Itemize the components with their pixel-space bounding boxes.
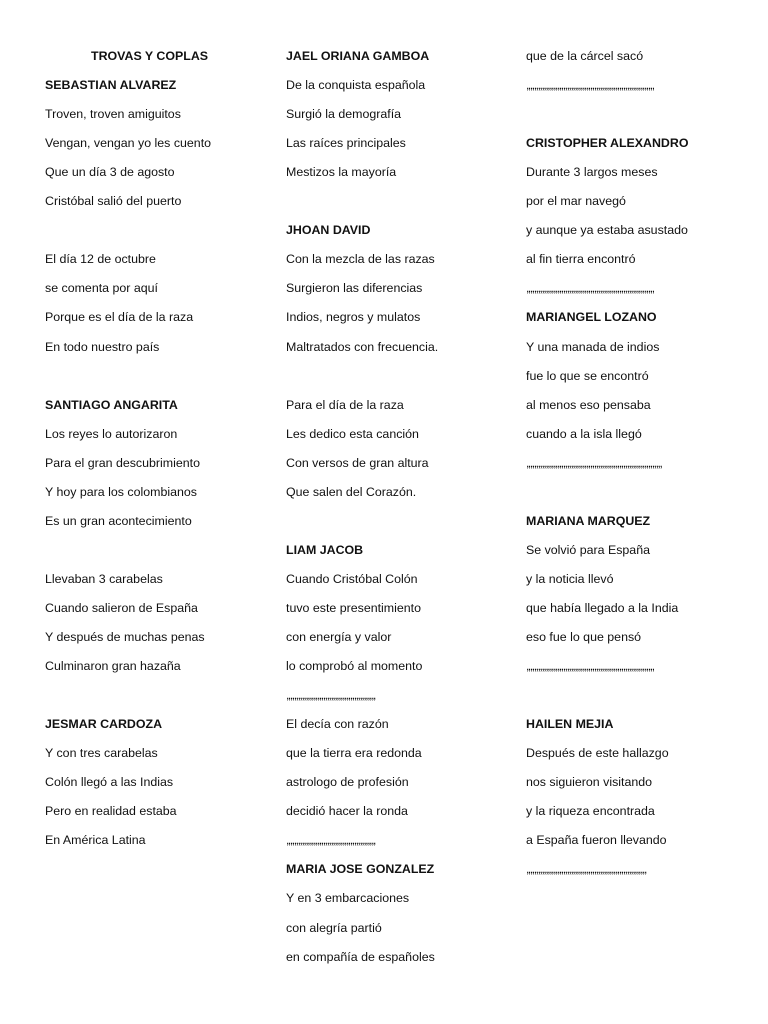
author-name: MARIANGEL LOZANO [526, 310, 657, 325]
verse-line: al fin tierra encontró [526, 252, 636, 267]
verse-line: y aunque ya estaba asustado [526, 223, 688, 238]
separator-line: ,,,,,,,,,,,,,,,,,,,,,,,,,,,,,,,,,,,,,,,,,,,,,,,,,,,,,,,,,,,,,, [526, 862, 646, 877]
verse-line: Para el día de la raza [286, 397, 404, 412]
verse-line: Colón llegó a las Indias [45, 775, 174, 790]
separator-line: ,,,,,,,,,,,,,,,,,,,,,,,,,,,,,,,,,,,,,,,,,,,,,,,,,,,,,,,,,,,,,,,,,,,,,, [526, 455, 662, 470]
verse-line: Surgió la demografía [286, 107, 402, 122]
author-name: LIAM JACOB [286, 542, 364, 557]
verse-line: Y en 3 embarcaciones [286, 891, 410, 906]
separator-line: ,,,,,,,,,,,,,,,,,,,,,,,,,,,,,,,,,,,,,,,,,,,,,, [286, 688, 375, 703]
verse-line: Y con tres carabelas [45, 746, 158, 761]
author-name: JHOAN DAVID [286, 223, 371, 238]
verse-line: Durante 3 largos meses [526, 165, 658, 180]
verse-line: Los reyes lo autorizaron [45, 426, 178, 441]
verse-line: Cristóbal salió del puerto [45, 194, 182, 209]
verse-line: Vengan, vengan yo les cuento [45, 136, 212, 151]
verse-line: El decía con razón [286, 717, 389, 732]
separator-line: ,,,,,,,,,,,,,,,,,,,,,,,,,,,,,,,,,,,,,,,,,,,,,,,,,,,,,,,,,,,,,,,,,, [526, 659, 654, 674]
author-name: HAILEN MEJIA [526, 717, 614, 732]
author-name: SANTIAGO ANGARITA [45, 397, 178, 412]
verse-line: en compañía de españoles [286, 949, 435, 964]
verse-line: que había llegado a la India [526, 600, 679, 615]
document-title: TROVAS Y COPLAS [91, 49, 209, 63]
verse-line: Mestizos la mayoría [286, 165, 397, 180]
verse-line: se comenta por aquí [45, 281, 158, 296]
verse-line: Pero en realidad estaba [45, 804, 177, 819]
verse-line: El día 12 de octubre [45, 252, 156, 267]
verse-line: fue lo que se encontró [526, 368, 649, 383]
verse-line: Las raíces principales [286, 136, 406, 151]
verse-line: Es un gran acontecimiento [45, 513, 192, 528]
author-name: CRISTOPHER ALEXANDRO [526, 136, 689, 151]
verse-line: con energía y valor [286, 630, 392, 644]
verse-line: Y hoy para los colombianos [45, 484, 197, 499]
verse-line: nos siguieron visitando [526, 775, 653, 790]
verse-line: que de la cárcel sacó [526, 49, 644, 63]
verse-line: por el mar navegó [526, 194, 626, 209]
separator-line: ,,,,,,,,,,,,,,,,,,,,,,,,,,,,,,,,,,,,,,,,,,,,,, [286, 833, 375, 848]
verse-line: Les dedico esta canción [286, 426, 419, 441]
verse-line: y la riqueza encontrada [526, 804, 655, 819]
verse-line: Y una manada de indios [526, 339, 660, 354]
author-name: MARIA JOSE GONZALEZ [286, 862, 435, 877]
verse-line: De la conquista española [286, 78, 426, 93]
verse-line: a España fueron llevando [526, 833, 667, 848]
verse-line: Que salen del Corazón. [286, 484, 417, 499]
verse-line: cuando a la isla llegó [526, 426, 642, 441]
separator-line: ,,,,,,,,,,,,,,,,,,,,,,,,,,,,,,,,,,,,,,,,,,,,,,,,,,,,,,,,,,,,,,,,,, [526, 78, 654, 93]
verse-line: Con la mezcla de las razas [286, 252, 435, 267]
verse-line: astrologo de profesión [286, 775, 409, 790]
verse-line: Y después de muchas penas [45, 630, 205, 644]
author-name: JESMAR CARDOZA [45, 717, 163, 732]
verse-line: Troven, troven amiguitos [45, 107, 181, 122]
verse-line: eso fue lo que pensó [526, 630, 642, 644]
verse-line: Porque es el día de la raza [45, 310, 194, 325]
verse-line: Cuando Cristóbal Colón [286, 571, 418, 586]
verse-line: Llevaban 3 carabelas [45, 571, 163, 586]
verse-line: lo comprobó al momento [286, 659, 423, 674]
verse-line: Para el gran descubrimiento [45, 455, 200, 470]
verse-line: En América Latina [45, 833, 146, 848]
verse-line: que la tierra era redonda [286, 746, 422, 761]
verse-line: al menos eso pensaba [526, 397, 651, 412]
verse-line: Se volvió para España [526, 542, 650, 557]
verse-line: Culminaron gran hazaña [45, 659, 181, 674]
author-name: MARIANA MARQUEZ [526, 513, 651, 528]
verse-line: tuvo este presentimiento [286, 600, 421, 615]
verse-line: Maltratados con frecuencia. [286, 339, 439, 354]
verse-line: con alegría partió [286, 920, 382, 935]
verse-line: y la noticia llevó [526, 571, 614, 586]
separator-line: ,,,,,,,,,,,,,,,,,,,,,,,,,,,,,,,,,,,,,,,,,,,,,,,,,,,,,,,,,,,,,,,,,, [526, 281, 654, 296]
verse-line: Después de este hallazgo [526, 746, 669, 761]
verse-line: Cuando salieron de España [45, 600, 198, 615]
verse-line: Con versos de gran altura [286, 455, 429, 470]
author-name: JAEL ORIANA GAMBOA [286, 49, 430, 63]
verse-line: En todo nuestro país [45, 339, 160, 354]
verse-line: Surgieron las diferencias [286, 281, 423, 296]
author-name: SEBASTIAN ALVAREZ [45, 78, 177, 93]
verse-line: decidió hacer la ronda [286, 804, 408, 819]
verse-line: Que un día 3 de agosto [45, 165, 175, 180]
verse-line: Indios, negros y mulatos [286, 310, 421, 325]
